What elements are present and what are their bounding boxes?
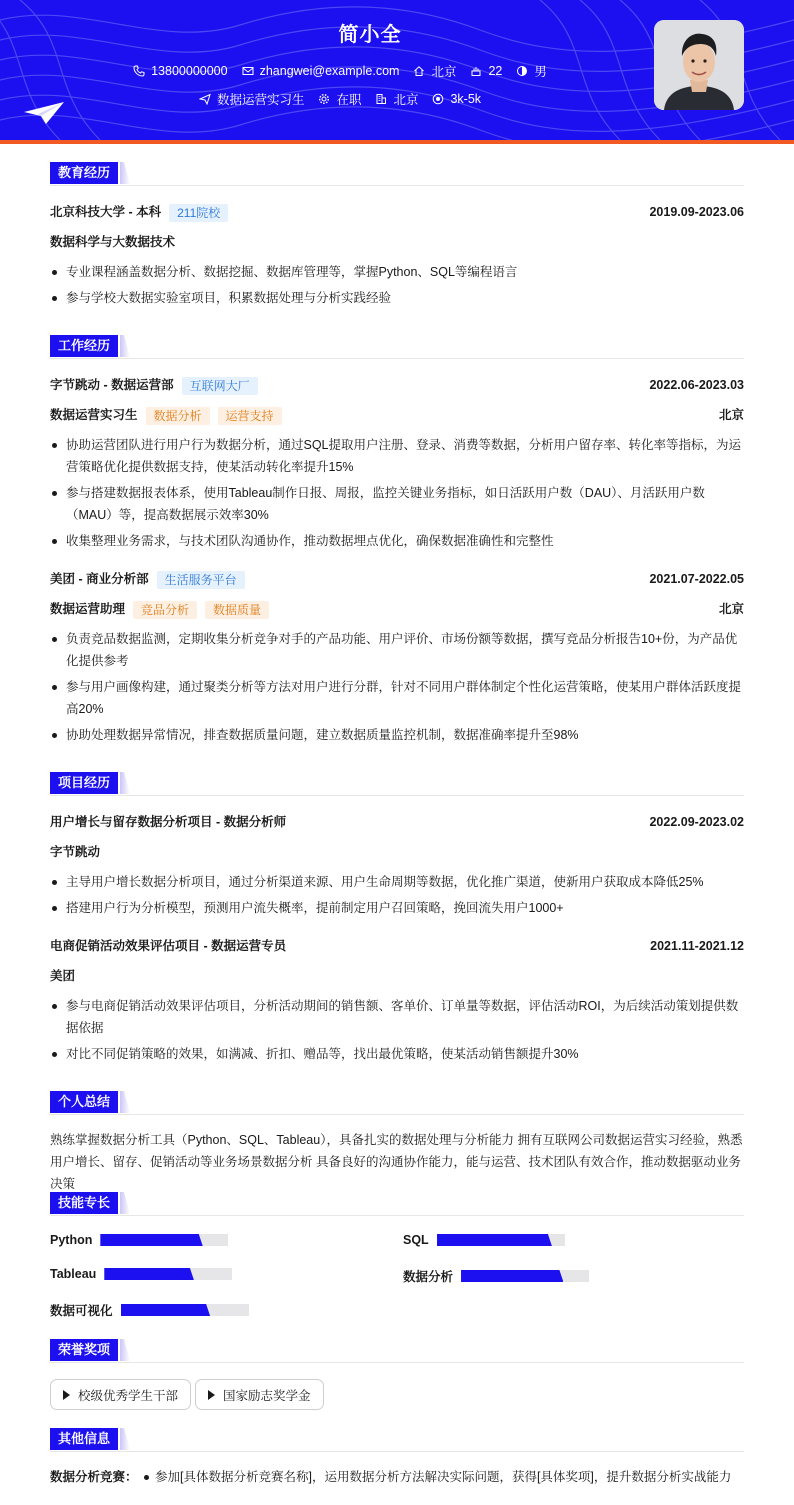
major: 数据科学与大数据技术 — [50, 235, 176, 249]
role-title: 数据运营助理 — [50, 602, 126, 616]
skill-bar — [104, 1268, 232, 1280]
section-summary-title: 个人总结 — [50, 1091, 118, 1113]
school-tag: 211院校 — [169, 204, 228, 222]
other-bullet — [141, 1470, 731, 1484]
coin-icon — [432, 93, 444, 105]
skill-item — [50, 1267, 232, 1281]
target-city-text: 北京 — [393, 93, 419, 107]
email-text: zhangwei@example.com — [259, 64, 400, 78]
section-summary — [50, 1091, 744, 1115]
section-title-tail — [120, 772, 130, 794]
skill-item — [50, 1233, 228, 1247]
skill-fill — [104, 1268, 194, 1280]
section-education-title: 教育经历 — [50, 162, 118, 184]
school-name: 北京科技大学 - 本科 — [50, 205, 162, 219]
list-item: 专业课程涵盖数据分析、数据挖掘、数据库管理等，掌握Python、SQL等编程语言 — [50, 261, 744, 283]
phone-item — [133, 64, 227, 78]
education-header — [50, 201, 744, 223]
skill-name: SQL — [403, 1233, 429, 1247]
work-city: 北京 — [718, 602, 744, 616]
skill-item — [403, 1233, 565, 1247]
list-item: 协助运营团队进行用户行为数据分析，通过SQL提取用户注册、登录、消费等数据，分析用户留存率、转化率等指标，为运营策略优化提供数据支持，使某活动转化率提升15% — [50, 434, 744, 478]
header-accent-stripe — [0, 140, 794, 144]
section-skills — [50, 1192, 744, 1216]
resume-header — [0, 0, 794, 140]
target-city-item — [375, 90, 418, 108]
cake-icon — [470, 65, 482, 77]
project-title: 用户增长与留存数据分析项目 - 数据分析师 — [50, 815, 287, 829]
gender-icon — [516, 65, 528, 77]
list-item: 参与学校大数据实验室项目，积累数据处理与分析实践经验 — [50, 287, 744, 309]
section-title-tail — [120, 1091, 130, 1113]
role-title: 数据运营实习生 — [50, 408, 138, 422]
skill-bar — [121, 1304, 249, 1316]
work-date: 2022.06-2023.03 — [649, 378, 744, 392]
skill-name: 数据可视化 — [50, 1304, 113, 1318]
company-name: 美团 - 商业分析部 — [50, 572, 149, 586]
skill-name: Tableau — [50, 1267, 97, 1281]
section-title-tail — [120, 1339, 130, 1361]
section-title-tail — [120, 1428, 130, 1450]
work-header — [50, 374, 744, 396]
skill-bar — [461, 1270, 589, 1282]
other-item — [50, 1466, 744, 1488]
email-icon — [242, 65, 254, 77]
salary-text: 3k-5k — [450, 92, 482, 106]
company-tag: 生活服务平台 — [157, 571, 245, 589]
work-date: 2021.07-2022.05 — [649, 572, 744, 586]
section-awards — [50, 1339, 744, 1363]
salary-item — [432, 92, 481, 106]
profile-photo — [654, 20, 744, 110]
skill-item — [403, 1267, 589, 1285]
work-city: 北京 — [718, 408, 744, 422]
section-title-tail — [120, 335, 130, 357]
avatar-icon — [654, 20, 744, 110]
section-other-title: 其他信息 — [50, 1428, 118, 1450]
award-chip — [50, 1379, 191, 1410]
list-item: 参与搭建数据报表体系，使用Tableau制作日报、周报，监控关键业务指标，如日活跃用户数（DAU）、月活跃用户数（MAU）等，提高数据展示效率30% — [50, 482, 744, 526]
list-item: 负责竞品数据监测，定期收集分析竞争对手的产品功能、用户评价、市场份额等数据，撰写竞品分析报告10+份，为产品优化提供参考 — [50, 628, 744, 672]
status-text: 在职 — [336, 93, 362, 107]
project-org: 字节跳动 — [50, 845, 101, 859]
paper-plane-icon — [24, 102, 64, 124]
building-icon — [375, 93, 387, 105]
skill-bar — [437, 1234, 565, 1246]
section-title-tail — [120, 1192, 130, 1214]
award-text: 校级优秀学生干部 — [78, 1388, 179, 1403]
contact-row — [0, 62, 680, 80]
other-text: 参加[具体数据分析竞赛名称]，运用数据分析方法解决实际问题，获得[具体奖项]，提升数据分析实战能力 — [155, 1470, 732, 1484]
bullet-dot-icon — [144, 1475, 149, 1480]
list-item: 搭建用户行为分析模型，预测用户流失概率，提前制定用户召回策略，挽回流失用户1000+ — [50, 897, 744, 919]
project-date: 2021.11-2021.12 — [650, 939, 744, 953]
age-text: 22 — [488, 64, 503, 78]
email-item — [242, 64, 400, 78]
award-text: 国家励志奖学金 — [223, 1388, 311, 1403]
list-item: 参与电商促销活动效果评估项目，分析活动期间的销售额、客单价、订单量等数据，评估活动ROI，为后续活动策划提供数据依据 — [50, 995, 744, 1039]
project-header — [50, 935, 744, 957]
skill-fill — [461, 1270, 563, 1282]
section-project — [50, 772, 744, 796]
section-work — [50, 335, 744, 359]
company-name: 字节跳动 - 数据运营部 — [50, 378, 174, 392]
skill-fill — [437, 1234, 552, 1246]
other-label: 数据分析竞赛： — [50, 1470, 138, 1484]
phone-icon — [133, 65, 145, 77]
status-item — [318, 90, 361, 108]
role-tag: 数据质量 — [205, 601, 269, 619]
skill-bar — [100, 1234, 228, 1246]
skill-name: 数据分析 — [403, 1270, 454, 1284]
work-role-row — [50, 404, 744, 426]
summary-text: 熟练掌握数据分析工具（Python、SQL、Tableau），具备扎实的数据处理与分析能力 拥有互联网公司数据运营实习经验，熟悉用户增长、留存、促销活动等业务场景数据分析 具备良好的沟通协作能力，能与运营、技术团队有效合作，推动数据驱动业务决策 — [50, 1133, 743, 1191]
work-role-row — [50, 598, 744, 620]
play-triangle-icon — [63, 1390, 70, 1400]
position-text: 数据运营实习生 — [216, 93, 305, 107]
skill-fill — [100, 1234, 202, 1246]
age-item — [470, 64, 502, 78]
play-triangle-icon — [208, 1390, 215, 1400]
project-date: 2022.09-2023.02 — [649, 815, 744, 829]
candidate-name: 简小全 — [338, 24, 402, 46]
section-project-title: 项目经历 — [50, 772, 118, 794]
skill-name: Python — [50, 1233, 93, 1247]
project-org: 美团 — [50, 969, 76, 983]
gear-icon — [318, 93, 330, 105]
section-work-title: 工作经历 — [50, 335, 118, 357]
role-tag: 数据分析 — [146, 407, 210, 425]
skill-fill — [121, 1304, 211, 1316]
section-other — [50, 1428, 744, 1452]
send-icon — [199, 93, 211, 105]
phone-text: 13800000000 — [151, 64, 228, 78]
skill-item — [50, 1301, 249, 1319]
education-date: 2019.09-2023.06 — [649, 205, 744, 219]
gender-item — [516, 62, 547, 80]
project-title: 电商促销活动效果评估项目 - 数据运营专员 — [50, 939, 287, 953]
list-item: 协助处理数据异常情况，排查数据质量问题，建立数据质量监控机制，数据准确率提升至98% — [50, 724, 744, 746]
city-text: 北京 — [431, 65, 457, 79]
list-item: 收集整理业务需求，与技术团队沟通协作，推动数据埋点优化，确保数据准确性和完整性 — [50, 530, 744, 552]
list-item: 参与用户画像构建，通过聚类分析等方法对用户进行分群，针对不同用户群体制定个性化运营策略，使某用户群体活跃度提高20% — [50, 676, 744, 720]
role-tag: 竞品分析 — [133, 601, 197, 619]
company-tag: 互联网大厂 — [182, 377, 258, 395]
section-education — [50, 162, 744, 186]
section-title-tail — [120, 162, 130, 184]
award-chip — [195, 1379, 324, 1410]
position-item — [199, 90, 305, 108]
section-skills-title: 技能专长 — [50, 1192, 118, 1214]
work-header — [50, 568, 744, 590]
role-tag: 运营支持 — [218, 407, 282, 425]
city-item — [413, 62, 456, 80]
home-icon — [413, 65, 425, 77]
list-item: 主导用户增长数据分析项目，通过分析渠道来源、用户生命周期等数据，优化推广渠道，使新用户获取成本降低25% — [50, 871, 744, 893]
gender-text: 男 — [534, 65, 547, 79]
list-item: 对比不同促销策略的效果，如满减、折扣、赠品等，找出最优策略，使某活动销售额提升30% — [50, 1043, 744, 1065]
project-header — [50, 811, 744, 833]
job-intent-row — [0, 90, 680, 108]
section-awards-title: 荣誉奖项 — [50, 1339, 118, 1361]
